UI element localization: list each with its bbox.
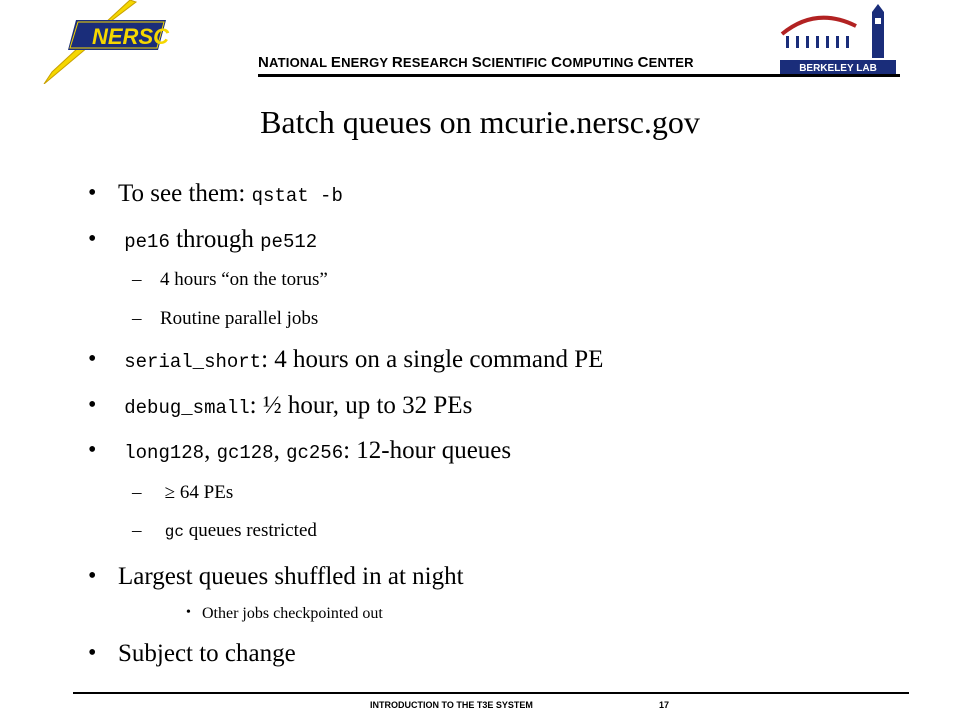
berkeley-lab-text: BERKELEY LAB — [799, 63, 877, 74]
arc-icon — [782, 18, 856, 34]
dash-bullet-icon: – — [132, 520, 142, 541]
campanile-tower-icon — [872, 4, 884, 58]
plain-text: : 4 hours on a single command PE — [261, 346, 604, 373]
code-text: serial_short — [124, 351, 262, 373]
bullet-text — [118, 640, 296, 668]
bullet-text — [160, 269, 328, 291]
plain-text: queues restricted — [183, 520, 317, 541]
code-text: qstat -b — [251, 185, 343, 207]
bullet-dot-icon: • — [88, 392, 97, 418]
header-title-rest: NERGY — [341, 55, 392, 70]
plain-text: 4 hours “on the torus” — [160, 269, 328, 290]
header-title-rest: ENTER — [648, 55, 694, 70]
header-title-rest: OMPUTING — [562, 55, 638, 70]
header-title-initial: E — [330, 54, 342, 71]
code-text: gc — [164, 523, 184, 541]
bullet-dot-icon: • — [88, 346, 97, 372]
footer-course: INTRODUCTION TO THE T3E SYSTEM — [370, 700, 533, 710]
code-text: pe16 — [124, 231, 170, 253]
bullet-dot-icon: • — [186, 605, 191, 620]
bullet-text — [160, 520, 317, 542]
bullet-text — [118, 563, 464, 591]
header-title-rest: CIENTIFIC — [481, 55, 552, 70]
berkeley-lab-logo — [776, 4, 900, 76]
nersc-logo — [36, 0, 188, 84]
bullet-text — [160, 308, 318, 330]
bullet-dot-icon: • — [88, 180, 97, 206]
code-text: gc128 — [216, 442, 274, 464]
header-title-initial: S — [471, 54, 482, 71]
plain-text: : ½ hour, up to 32 PEs — [249, 392, 473, 419]
bullet-text — [118, 437, 511, 465]
header-title-initial: N — [258, 54, 270, 71]
footer-divider — [73, 692, 909, 694]
bullet-text — [202, 605, 383, 623]
dash-bullet-icon: – — [132, 482, 142, 503]
header-title-rest: ATIONAL — [269, 55, 331, 70]
plain-text: Other jobs checkpointed out — [202, 605, 383, 622]
plain-text: Routine parallel jobs — [160, 308, 319, 329]
code-text: debug_small — [124, 397, 250, 419]
header-title-initial: C — [551, 54, 563, 71]
plain-text: ≥ 64 PEs — [160, 482, 234, 503]
building-icon — [786, 36, 849, 48]
plain-text: through — [169, 226, 261, 253]
plain-text: Subject to change — [118, 640, 296, 667]
header-title-rest: ESEARCH — [402, 55, 472, 70]
slide-title: Batch queues on mcurie.nersc.gov — [260, 104, 700, 140]
bullet-dot-icon: • — [88, 563, 97, 589]
header-title-initial: R — [391, 54, 403, 71]
bullet-text — [160, 482, 233, 504]
bullet-dot-icon: • — [88, 640, 97, 666]
nersc-logo-text: NERSC — [92, 24, 170, 49]
bullet-text — [118, 180, 343, 208]
bullet-dot-icon: • — [88, 437, 97, 463]
plain-text: , — [273, 437, 287, 464]
header-title-initial: C — [637, 54, 649, 71]
code-text: pe512 — [260, 231, 318, 253]
footer-page-number: 17 — [659, 700, 670, 710]
header-title — [258, 54, 694, 71]
code-text: gc256 — [286, 442, 344, 464]
code-text: long128 — [124, 442, 205, 464]
plain-text: , — [204, 437, 217, 464]
dash-bullet-icon: – — [132, 308, 142, 329]
dash-bullet-icon: – — [132, 269, 142, 290]
bullet-dot-icon: • — [88, 226, 97, 252]
plain-text: To see them: — [118, 180, 252, 207]
bullet-text — [118, 226, 317, 254]
bullet-text — [118, 346, 603, 374]
plain-text: : 12-hour queues — [343, 437, 512, 464]
plain-text: Largest queues shuffled in at night — [118, 563, 464, 590]
bullet-text — [118, 392, 472, 420]
